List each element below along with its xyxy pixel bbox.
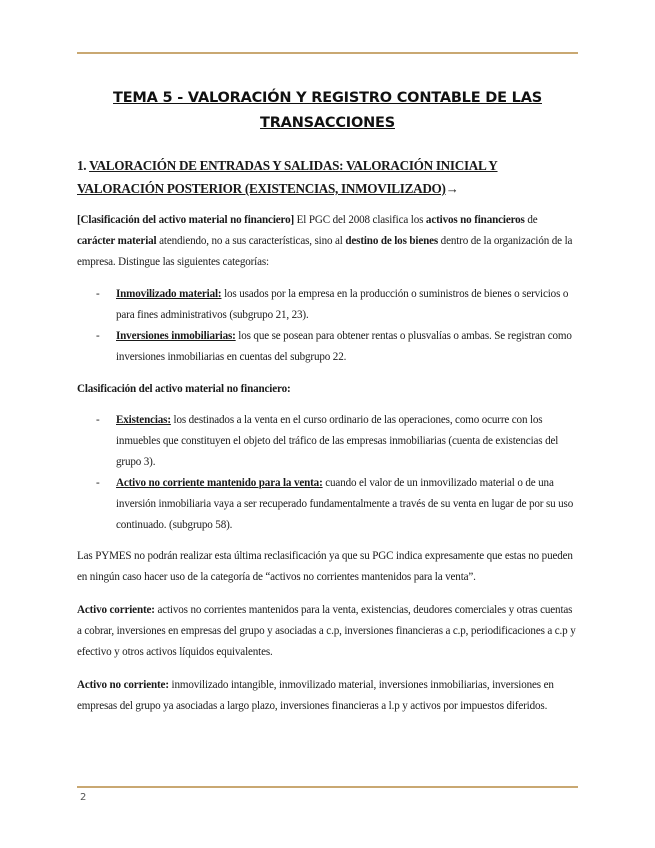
activo-corriente-paragraph bbox=[77, 600, 578, 663]
activo-no-corriente-paragraph bbox=[77, 675, 578, 717]
dash-bullet: - bbox=[96, 414, 100, 426]
category-list bbox=[77, 284, 578, 368]
section-heading-line-1: VALORACIÓN DE ENTRADAS Y SALIDAS: VALORACIÓN INICIAL Y bbox=[89, 158, 498, 173]
bold-term: activos no financieros bbox=[425, 214, 525, 226]
text-run: dentro de la organización de la empresa. Distingue las siguientes categorías: bbox=[77, 235, 573, 268]
intro-paragraph bbox=[77, 210, 578, 273]
term-text: inmovilizado intangible, inmovilizado material, inversiones inmobiliarias, inversiones en empresas del grupo ya asociadas a largo plazo, inversiones financieras a l.p y activos por impuestos diferidos. bbox=[77, 679, 554, 712]
list-term: Existencias: bbox=[116, 414, 171, 426]
page-title bbox=[77, 86, 578, 136]
pymes-paragraph bbox=[77, 546, 578, 588]
text-run: El PGC del 2008 clasifica los bbox=[294, 214, 426, 226]
list-text: cuando el valor de un inmovilizado material o de una inversión inmobiliaria vaya a ser recuperado fundamentalmente a través de su venta en lugar de por su uso continuado. (subgrupo 58). bbox=[116, 477, 574, 531]
section-heading bbox=[77, 154, 578, 200]
bold-term: carácter material bbox=[77, 235, 157, 247]
section-number: 1. bbox=[77, 158, 90, 173]
list-item bbox=[77, 284, 578, 326]
dash-bullet: - bbox=[96, 330, 100, 342]
term-label: Activo corriente: bbox=[77, 604, 155, 616]
dash-bullet: - bbox=[96, 288, 100, 300]
classification-list bbox=[77, 410, 578, 536]
text-run: de bbox=[524, 214, 538, 226]
list-text: los que se posean para obtener rentas o plusvalías o ambas. Se registran como inversiones inmobiliarias en cuentas del subgrupo 22. bbox=[116, 330, 572, 363]
list-term: Activo no corriente mantenido para la venta: bbox=[116, 477, 323, 489]
footer-rule bbox=[77, 786, 578, 788]
pymes-text: Las PYMES no podrán realizar esta última reclasificación ya que su PGC indica expresamente que estas no pueden en ningún caso hacer uso de la categoría de “activos no corrientes mantenidos para la venta”. bbox=[77, 550, 573, 583]
bracket-label: [Clasificación del activo material no financiero] bbox=[77, 214, 295, 226]
header-rule bbox=[77, 52, 578, 54]
subheading bbox=[77, 379, 578, 400]
list-item bbox=[77, 410, 578, 473]
bold-term: destino de los bienes bbox=[345, 235, 439, 247]
list-item bbox=[77, 473, 578, 536]
list-term: Inversiones inmobiliarias: bbox=[116, 330, 236, 342]
subheading-text: Clasificación del activo material no financiero: bbox=[77, 383, 291, 395]
text-run: atendiendo, no a sus características, sino al bbox=[156, 235, 346, 247]
list-term: Inmovilizado material: bbox=[116, 288, 222, 300]
dash-bullet: - bbox=[96, 477, 100, 489]
term-text: activos no corrientes mantenidos para la venta, existencias, deudores comerciales y otras cuentas a cobrar, inversiones en empresas del grupo y asociadas a c.p, inversiones financieras a c.p, periodificaciones a c.p y efectivo y otros activos líquidos equivalentes. bbox=[77, 604, 576, 658]
list-text: los usados por la empresa en la producción o suministros de bienes o servicios o para fines administrativos (subgrupo 21, 23). bbox=[116, 288, 569, 321]
arrow-right-icon: → bbox=[445, 181, 459, 196]
page-number: 2 bbox=[80, 792, 87, 803]
title-line-1: TEMA 5 - VALORACIÓN Y REGISTRO CONTABLE DE LAS bbox=[113, 90, 542, 106]
list-text: los destinados a la venta en el curso ordinario de las operaciones, como ocurre con los inmuebles que constituyen el objeto del tráfico de las empresas inmobiliarias (cuenta de existencias del grupo 3). bbox=[116, 414, 559, 468]
title-line-2: TRANSACCIONES bbox=[260, 115, 395, 131]
term-label: Activo no corriente: bbox=[77, 679, 169, 691]
list-item bbox=[77, 326, 578, 368]
section-heading-line-2: VALORACIÓN POSTERIOR (EXISTENCIAS, INMOVILIZADO) bbox=[77, 181, 446, 196]
